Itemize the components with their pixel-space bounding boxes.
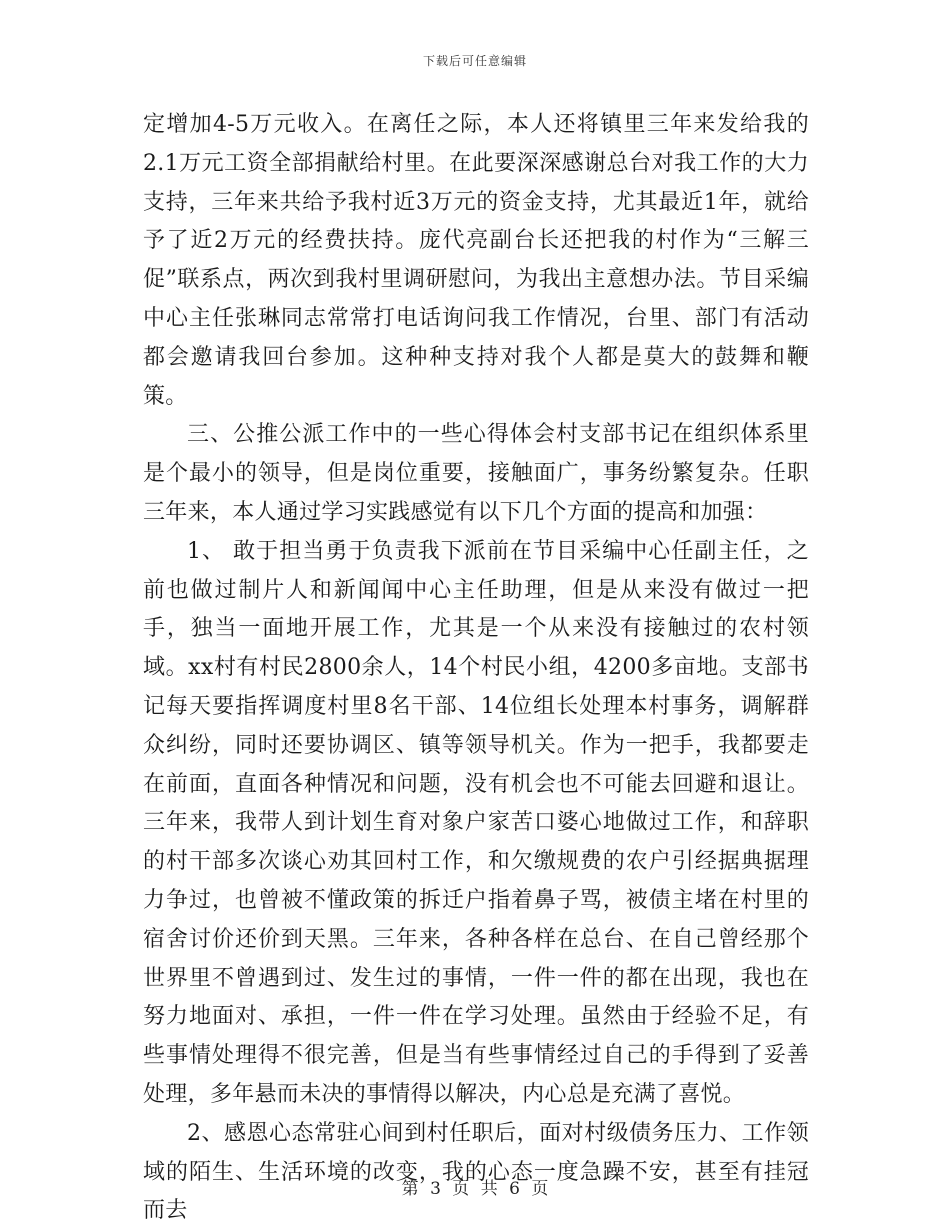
paragraph-point-one: 1、 敢于担当勇于负责我下派前在节目采编中心任副主任，之前也做过制片人和新闻闻中心主任助理，但是从来没有做过一把手，独当一面地开展工作，尤其是一个从来没有接触过的农村领域。xx村有村民2800余人，14个村民小组，4200多亩地。支部书记每天要指挥调度村里8名干部、14位组长处理本村事务，调解群众纠纷，同时还要协调区、镇等领导机关。作为一把手，我都要走在前面，直面各种情况和问题，没有机会也不可能去回避和退让。三年来，我带人到计划生育对象户家苦口婆心地做过工作，和辞职的村干部多次谈心劝其回村工作，和欠缴规费的农户引经据典据理力争过，也曾被不懂政策的拆迁户指着鼻子骂，被债主堵在村里的宿舍讨价还价到天黑。三年来，各种各样在总台、在自己曾经那个世界里不曾遇到过、发生过的事情，一件一件的都在出现，我也在努力地面对、承担，一件一件在学习处理。虽然由于经验不足，有些事情处理得不很完善，但是当有些事情经过自己的手得到了妥善处理，多年悬而未决的事情得以解决，内心总是充满了喜悦。 bbox=[143, 538, 809, 1107]
paragraph-continuation: 定增加4-5万元收入。在离任之际，本人还将镇里三年来发给我的2.1万元工资全部捐献给村里。在此要深深感谢总台对我工作的大力支持，三年来共给予我村近3万元的资金支持，尤其最近1年，就给予了近2万元的经费扶持。庞代亮副台长还把我的村作为“三解三促”联系点，两次到我村里调研慰问，为我出主意想办法。节目采编中心主任张琳同志常常打电话询问我工作情况，台里、部门有活动都会邀请我回台参加。这种种支持对我个人都是莫大的鼓舞和鞭策。 bbox=[143, 112, 809, 409]
document-body bbox=[143, 106, 809, 1231]
paragraph-section-three: 三、公推公派工作中的一些心得体会村支部书记在组织体系里是个最小的领导，但是岗位重要，接触面广，事务纷繁复杂。任职三年来，本人通过学习实践感觉有以下几个方面的提高和加强： bbox=[143, 422, 809, 525]
page-header: 下载后可任意编辑 bbox=[422, 54, 527, 68]
page-footer: 第 3 页 共 6 页 bbox=[401, 1179, 549, 1199]
paragraph-point-two: 2、感恩心态常驻心间到村任职后，面对村级债务压力、工作领域的陌生、生活环境的改变，我的心态一度急躁不安，甚至有挂冠而去 bbox=[143, 1120, 809, 1224]
